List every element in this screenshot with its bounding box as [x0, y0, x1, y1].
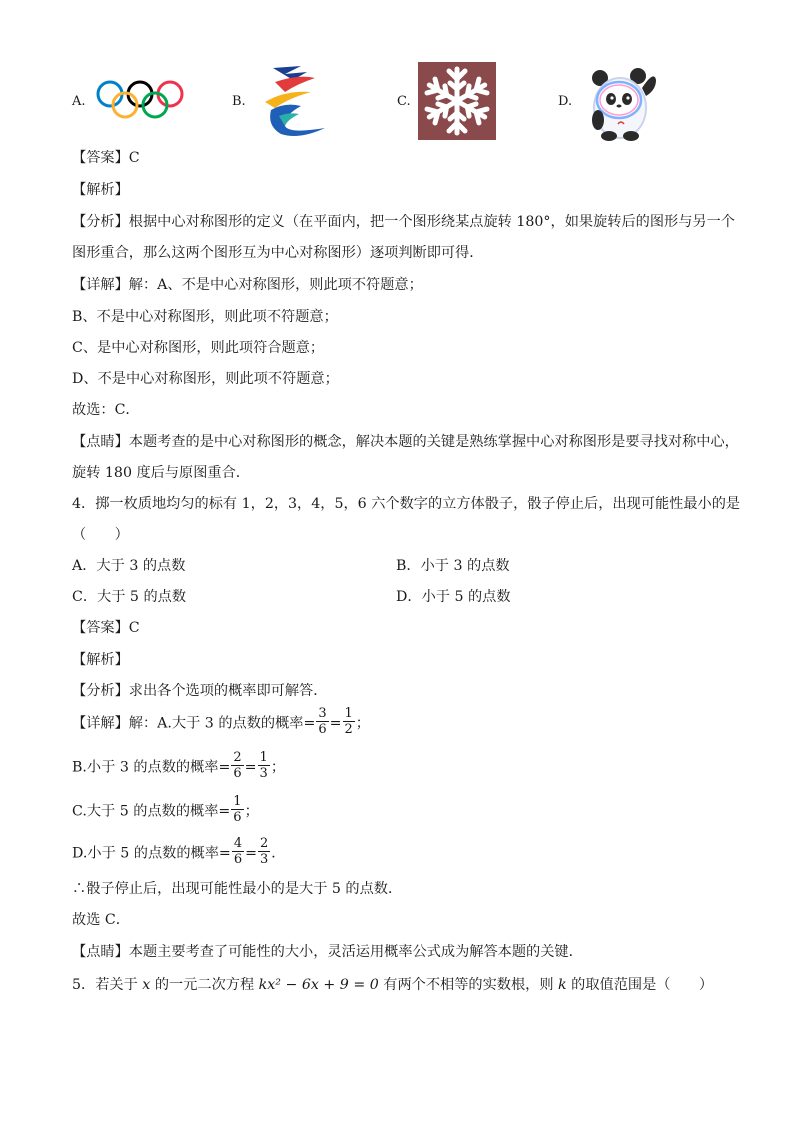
- numerator: 3: [318, 706, 327, 721]
- numerator: 4: [233, 836, 243, 851]
- fraction: [231, 750, 243, 781]
- fraction: [258, 836, 270, 867]
- dianjing-tag: 【点睛】: [72, 944, 129, 960]
- q3-line-c: C、是中心对称图形，则此项符合题意；: [72, 340, 325, 356]
- q4-analysis-heading: 【解析】: [72, 652, 129, 668]
- xiangjie-text: 解：A、不是中心对称图形，则此项不符题意；: [128, 277, 423, 293]
- equals-sign: =: [329, 715, 342, 732]
- answer-value: C: [128, 150, 140, 166]
- q5-mid2: 有两个不相等的实数根，则: [378, 977, 559, 993]
- fraction: [316, 706, 328, 737]
- olympic-rings-image: [95, 78, 187, 120]
- snowflake-image: [418, 62, 496, 140]
- q4-xiangjie-c: [72, 796, 259, 827]
- fraction: [343, 706, 355, 737]
- q4-stem-line1: 4．掷一枚质地均匀的标有 1，2，3，4，5，6 六个数字的立方体骰子，骰子停止后，出现可能性最小的是: [72, 496, 741, 512]
- q4-option-b: B．小于 3 的点数: [396, 558, 510, 574]
- option-b-label: B.: [232, 94, 246, 109]
- denominator: 6: [233, 766, 242, 781]
- punctuation: ；: [244, 803, 259, 820]
- q4-fenxi-line: [72, 684, 327, 698]
- answer-tag: 【答案】: [72, 620, 129, 636]
- fenxi-text: 求出各个选项的概率即可解答．: [128, 683, 328, 699]
- denominator: 6: [233, 852, 243, 867]
- q3-fenxi-line2: 图形重合，那么这两个图形互为中心对称图形）逐项判断即可得．: [72, 245, 484, 261]
- numerator: 2: [260, 836, 269, 851]
- quadratic-equation: kx² − 6x + 9 = 0: [258, 977, 379, 993]
- q3-fenxi-line1: [72, 215, 735, 229]
- answer-tag: 【答案】: [72, 150, 129, 166]
- q3-line-b: B、不是中心对称图形，则此项不符题意；: [72, 309, 338, 325]
- q5-stem: [72, 978, 713, 992]
- q4-conclusion: ∴骰子停止后，出现可能性最小的是大于 5 的点数．: [72, 881, 403, 897]
- punctuation: ．: [271, 845, 286, 862]
- q4-answer-line: [72, 621, 140, 635]
- fenxi-text: 根据中心对称图形的定义（在平面内，把一个图形绕某点旋转 180°，如果旋转后的图形与另一个: [128, 214, 735, 230]
- fraction: [232, 836, 244, 867]
- bing-dwen-dwen-mascot-image: [582, 62, 662, 142]
- q5-prefix: 5．若关于: [72, 977, 143, 993]
- q3-xiangjie-line: [72, 278, 423, 292]
- numerator: 1: [344, 706, 353, 721]
- q4-stem-line2: （ ）: [72, 527, 129, 543]
- prob-d-prefix: D.小于 5 的点数的概率=: [72, 845, 231, 862]
- prob-c-prefix: C.大于 5 的点数的概率=: [72, 803, 231, 820]
- q4-option-d: D．小于 5 的点数: [396, 589, 511, 605]
- q4-option-a: A．大于 3 的点数: [72, 558, 186, 574]
- fenxi-tag: 【分析】: [72, 214, 129, 230]
- q4-xiangjie-b: [72, 752, 285, 783]
- prob-b-prefix: B.小于 3 的点数的概率=: [72, 759, 231, 776]
- equals-sign: =: [245, 845, 257, 862]
- punctuation: ；: [270, 759, 286, 776]
- fraction: [231, 794, 243, 825]
- q3-dianjing-line1: [72, 435, 739, 449]
- equals-sign: =: [244, 759, 257, 776]
- option-c-label: C.: [397, 94, 411, 109]
- option-d-label: D.: [558, 94, 573, 109]
- q3-choose: 故选：C．: [72, 402, 140, 418]
- q5-end: 的取值范围是（ ）: [566, 977, 714, 993]
- denominator: 6: [233, 810, 242, 825]
- answer-value: C: [128, 620, 140, 636]
- prob-a-prefix: 解：A.大于 3 的点数的概率=: [128, 715, 316, 732]
- q4-dianjing-line: [72, 945, 583, 959]
- q5-mid1: 的一元二次方程: [150, 977, 259, 993]
- q3-line-d: D、不是中心对称图形，则此项不符题意；: [72, 371, 339, 387]
- denominator: 6: [318, 722, 327, 737]
- dianjing-text: 本题主要考查了可能性的大小，灵活运用概率公式成为解答本题的关键．: [128, 944, 583, 960]
- q3-dianjing-line2: 旋转 180 度后与原图重合．: [72, 465, 250, 481]
- q4-xiangjie-a: [72, 708, 370, 739]
- beijing-2022-emblem-image: [255, 62, 335, 140]
- fraction: [258, 750, 270, 781]
- option-a-label: A.: [72, 94, 86, 109]
- variable-k: k: [558, 977, 567, 993]
- variable-x: x: [142, 977, 151, 993]
- q4-xiangjie-d: [72, 838, 285, 869]
- fenxi-tag: 【分析】: [72, 683, 129, 699]
- numerator: 1: [233, 794, 242, 809]
- q4-option-c: C．大于 5 的点数: [72, 589, 187, 605]
- denominator: 3: [259, 766, 268, 781]
- xiangjie-tag: 【详解】: [72, 277, 129, 293]
- denominator: 2: [344, 722, 353, 737]
- q4-choose: 故选 C．: [72, 912, 130, 928]
- punctuation: ；: [355, 715, 370, 732]
- denominator: 3: [260, 852, 269, 867]
- q3-answer-line: [72, 151, 140, 165]
- dianjing-text: 本题考查的是中心对称图形的概念，解决本题的关键是熟练掌握中心对称图形是要寻找对称中心，: [128, 434, 739, 450]
- q3-analysis-heading: 【解析】: [72, 182, 129, 198]
- numerator: 1: [259, 750, 268, 765]
- dianjing-tag: 【点睛】: [72, 434, 129, 450]
- xiangjie-tag: 【详解】: [72, 715, 129, 732]
- numerator: 2: [233, 750, 242, 765]
